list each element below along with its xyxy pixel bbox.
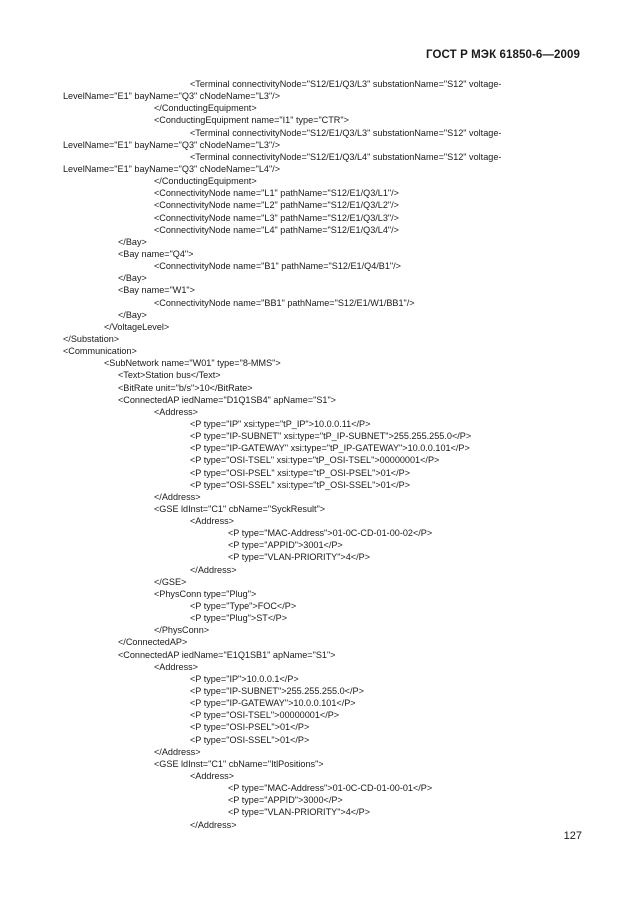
xml-line: <ConnectedAP iedName="E1Q1SB1" apName="S1"> [118,649,336,660]
xml-line: <ConnectivityNode name="B1" pathName="S12/E1/Q4/B1"/> [154,261,401,272]
xml-line: </PhysConn> [154,625,210,636]
xml-line: <ConnectivityNode name="BB1" pathName="S12/E1/W1/BB1"/> [154,297,415,308]
xml-line: </Substation> [63,333,120,344]
xml-line: <Bay name="W1"> [118,285,195,296]
xml-line: </Bay> [118,236,147,247]
xml-line: </Bay> [118,309,147,320]
xml-line: <Terminal connectivityNode="S12/E1/Q3/L3" substationName="S12" voltage- [190,79,502,89]
xml-line: <P type="Type">FOC</P> [190,601,297,612]
xml-line: <SubNetwork name="W01" type="8-MMS"> [104,358,281,369]
xml-line: <P type="OSI-SSEL" xsi:type="tP_OSI-SSEL">01</P> [190,479,410,490]
xml-line: <PhysConn type="Plug"> [154,588,257,599]
xml-line: <P type="IP-SUBNET" xsi:type="tP_IP-SUBNET">255.255.255.0</P> [190,431,472,442]
xml-line: <P type="OSI-PSEL">01</P> [190,722,310,733]
xml-line: <P type="MAC-Address">01-0C-CD-01-00-02</P> [228,528,433,539]
xml-line: </VoltageLevel> [104,321,170,332]
xml-line: </GSE> [154,576,187,587]
xml-line: <Bay name="Q4"> [118,248,194,259]
xml-line: <ConnectivityNode name="L1" pathName="S12/E1/Q3/L1"/> [154,188,399,199]
xml-line: </Address> [190,819,237,830]
xml-line: </Bay> [118,273,147,284]
xml-line: <P type="OSI-TSEL" xsi:type="tP_OSI-TSEL">00000001</P> [190,455,440,466]
xml-line: <GSE ldInst="C1" cbName="ItlPositions"> [154,758,324,769]
xml-line: </ConnectedAP> [118,637,188,648]
xml-line: <P type="VLAN-PRIORITY">4</P> [228,552,371,563]
xml-line: <P type="APPID">3001</P> [228,540,343,551]
xml-line: <P type="Plug">ST</P> [190,613,288,624]
xml-line: <P type="VLAN-PRIORITY">4</P> [228,807,371,818]
xml-line: <Address> [190,771,234,782]
xml-line: <P type="IP" xsi:type="tP_IP">10.0.0.11</P> [190,418,371,429]
xml-line: LevelName="E1" bayName="Q3" cNodeName="L4"/> [63,163,281,174]
xml-line: <P type="IP-GATEWAY" xsi:type="tP_IP-GATEWAY">10.0.0.101</P> [190,443,470,454]
xml-line: <ConductingEquipment name="I1" type="CTR"> [154,115,349,126]
page-number: 127 [563,830,582,842]
xml-line: </Address> [190,564,237,575]
xml-line: </Address> [154,746,201,757]
xml-line: <P type="OSI-SSEL">01</P> [190,734,310,745]
xml-line: LevelName="E1" bayName="Q3" cNodeName="L3"/> [63,139,281,150]
xml-line: <P type="OSI-PSEL" xsi:type="tP_OSI-PSEL">01</P> [190,467,410,478]
xml-line: </ConductingEquipment> [154,176,257,187]
xml-line: </ConductingEquipment> [154,103,257,114]
xml-line: <ConnectivityNode name="L2" pathName="S12/E1/Q3/L2"/> [154,200,399,211]
xml-line: <P type="IP">10.0.0.1</P> [190,673,299,684]
xml-line: <ConnectivityNode name="L4" pathName="S12/E1/Q3/L4"/> [154,224,399,235]
xml-line: <ConnectivityNode name="L3" pathName="S12/E1/Q3/L3"/> [154,212,399,223]
xml-line: <P type="IP-GATEWAY">10.0.0.101</P> [190,698,356,709]
xml-line: LevelName="E1" bayName="Q3" cNodeName="L3"/> [63,91,281,102]
xml-line: <Address> [154,406,198,417]
xml-line: </Address> [154,491,201,502]
standard-header: ГОСТ Р МЭК 61850-6—2009 [426,49,580,61]
xml-line: <P type="MAC-Address">01-0C-CD-01-00-01</P> [228,783,433,794]
xml-line: <ConnectedAP iedName="D1Q1SB4" apName="S1"> [118,394,336,405]
xml-line: <Terminal connectivityNode="S12/E1/Q3/L3" substationName="S12" voltage- [190,127,502,138]
xml-line: <Terminal connectivityNode="S12/E1/Q3/L4" substationName="S12" voltage- [190,151,502,162]
xml-line: <GSE ldInst="C1" cbName="SyckResult"> [154,503,326,514]
xml-line: <Text>Station bus</Text> [118,370,221,381]
xml-listing [0,78,630,831]
xml-line: <P type="APPID">3000</P> [228,795,343,806]
xml-line: <Communication> [63,346,137,357]
xml-line: <Address> [190,516,234,527]
xml-line: <Address> [154,661,198,672]
xml-line: <P type="IP-SUBNET">255.255.255.0</P> [190,686,364,697]
xml-line: <BitRate unit="b/s">10</BitRate> [118,382,253,393]
xml-line: <P type="OSI-TSEL">00000001</P> [190,710,340,721]
